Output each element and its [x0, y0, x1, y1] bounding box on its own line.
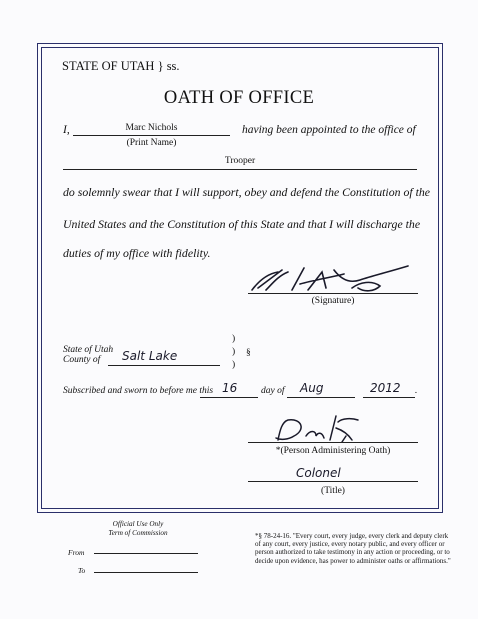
subscribed-text: Subscribed and sworn to before me this — [63, 386, 214, 396]
name-caption: (Print Name) — [126, 138, 177, 148]
oath-line-1: do solemnly swear that I will support, obey and defend the Constitution of the — [63, 185, 430, 199]
county-label: County of — [63, 355, 101, 365]
appointed-text: having been appointed to the office of — [242, 124, 416, 136]
section-mark: § — [246, 348, 251, 358]
official-use-label: Official Use Only — [112, 520, 164, 528]
title-caption: (Title) — [321, 486, 345, 496]
day-of-label: day of — [261, 386, 285, 396]
bracket-bottom: ) — [232, 360, 236, 370]
signature-line — [248, 293, 418, 294]
i-label: I, — [63, 124, 70, 136]
to-line — [94, 572, 198, 573]
day-value: 16 — [222, 381, 238, 395]
from-label: From — [68, 548, 85, 557]
oath-line-2: United States and the Constitution of this State and that I will discharge the — [63, 217, 421, 231]
signature-image — [248, 262, 416, 296]
year-value: 2012 — [370, 381, 401, 395]
month-value: Aug — [300, 381, 324, 395]
page-title: OATH OF OFFICE — [163, 88, 315, 108]
term-of-commission-label: Term of Commission — [108, 529, 168, 537]
bracket-middle: ) — [232, 347, 236, 357]
county-line — [108, 365, 220, 366]
bracket-top: ) — [232, 334, 236, 344]
month-line — [287, 397, 355, 398]
name-value: Marc Nichols — [125, 123, 178, 133]
administrator-signature-image — [272, 412, 362, 444]
administrator-line — [248, 442, 418, 443]
statute-note: *§ 78-24-16. "Every court, every judge, every clerk and deputy clerk of any court, every justice, every notary public, and every officer or person authorized to take testimony in any action or proceeding, or to decide upon evidence, has power to administer oaths or affirmations." — [255, 532, 451, 565]
title-line — [248, 481, 418, 482]
administrator-title-value: Colonel — [296, 466, 341, 480]
name-line — [73, 135, 230, 136]
date-period: . — [415, 386, 418, 396]
office-line — [63, 169, 417, 170]
office-value: Trooper — [224, 156, 256, 166]
administrator-caption: *(Person Administering Oath) — [275, 446, 391, 456]
to-label: To — [78, 566, 86, 575]
oath-line-3: duties of my office with fidelity. — [63, 246, 211, 260]
year-line — [363, 397, 415, 398]
day-line — [200, 397, 258, 398]
from-line — [94, 553, 198, 554]
signature-caption: (Signature) — [311, 296, 355, 306]
state-header: STATE OF UTAH } ss. — [62, 59, 180, 73]
official-use-block — [80, 520, 196, 538]
state-label: State of Utah — [63, 345, 114, 355]
county-value: Salt Lake — [122, 349, 178, 363]
